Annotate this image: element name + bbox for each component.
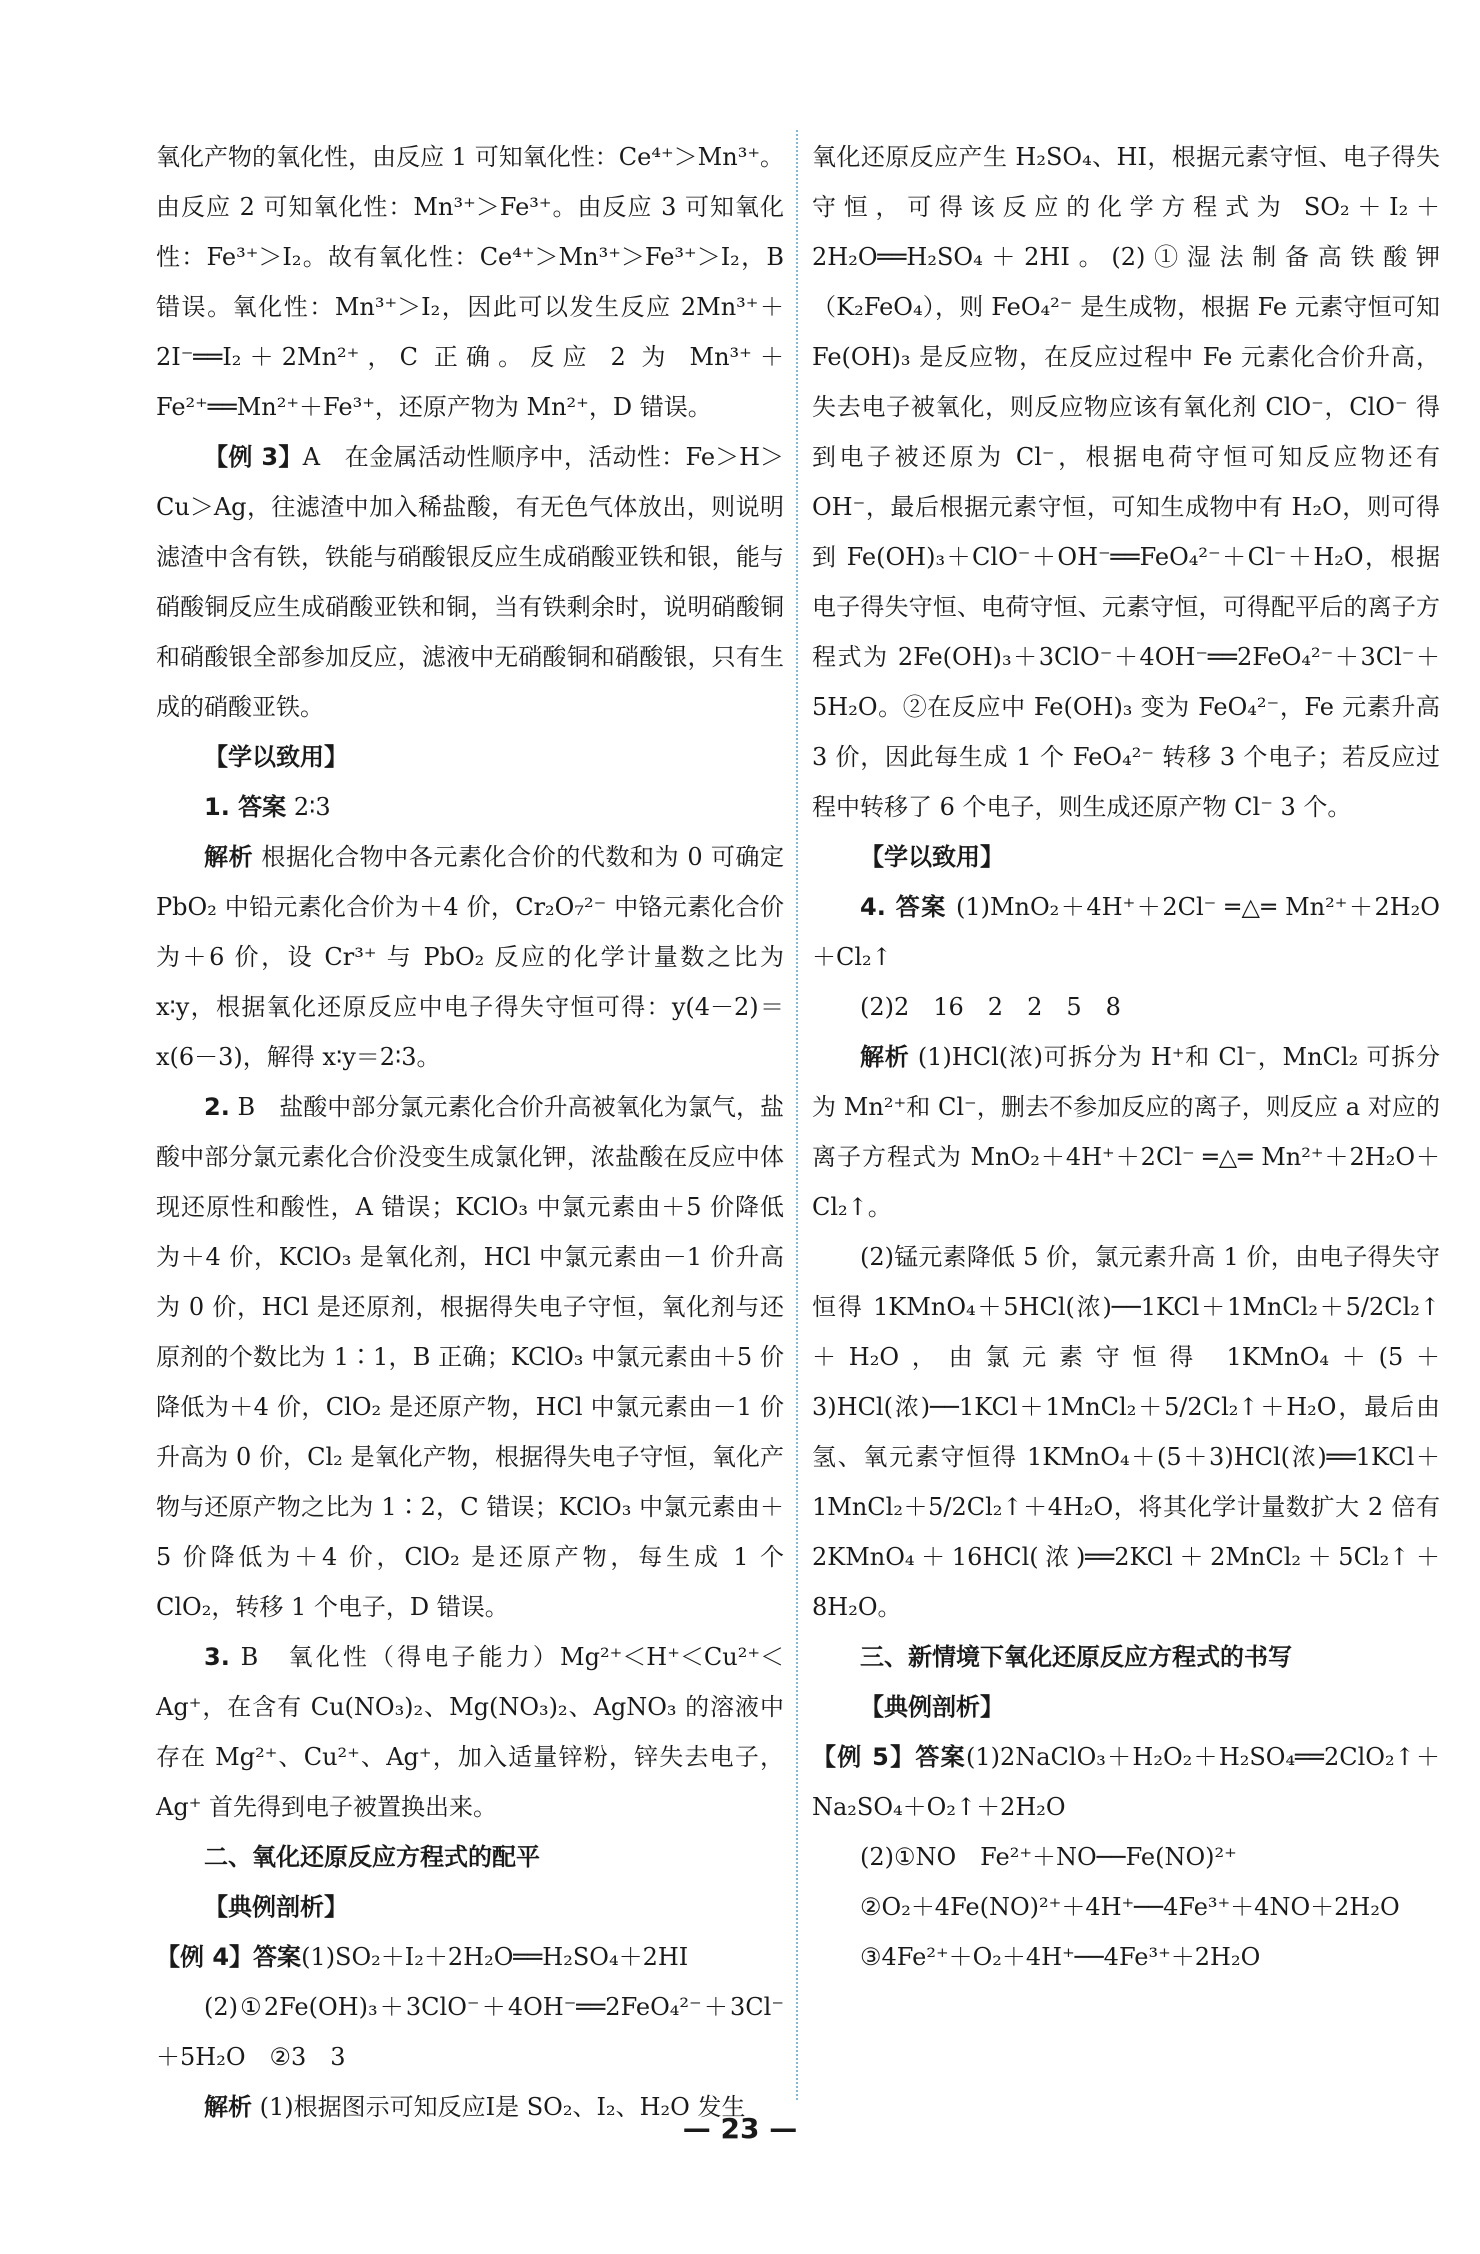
example-4-analysis-label: 解析 — [204, 2093, 252, 2121]
example-4-answer-1 — [156, 1932, 784, 1982]
q4-analysis-label: 解析 — [860, 1043, 910, 1071]
section-2-heading: 二、氧化还原反应方程式的配平 — [204, 1843, 540, 1871]
q1-answer-label: 1. 答案 — [204, 793, 287, 821]
q1-analysis — [156, 832, 784, 1082]
typical-example-heading-1: 【典例剖析】 — [204, 1893, 348, 1921]
paragraph-example-3 — [156, 432, 784, 732]
apply-heading-1: 【学以致用】 — [204, 743, 348, 771]
q1-answer-value: 2∶3 — [293, 793, 331, 821]
q4-answer-1 — [812, 882, 1440, 982]
example-4-analysis-continuation: 氧化还原反应产生 H₂SO₄、HI，根据元素守恒、电子得失守恒，可得该反应的化学方程式为 SO₂＋I₂＋2H₂O══H₂SO₄＋2HI。(2)①湿法制备高铁酸钾（K₂FeO₄），则 FeO₄²⁻ 是生成物，根据 Fe 元素守恒可知 Fe(OH)₃ 是反应物，在反应过程中 Fe 元素化合价升高，失去电子被氧化，则反应物应该有氧化剂 ClO⁻，ClO⁻ 得到电子被还原为 Cl⁻，根据电荷守恒可知反应物还有 OH⁻，最后根据元素守恒，可知生成物中有 H₂O，则可得到 Fe(OH)₃＋ClO⁻＋OH⁻══FeO₄²⁻＋Cl⁻＋H₂O，根据电子得失守恒、电荷守恒、元素守恒，可得配平后的离子方程式为 2Fe(OH)₃＋3ClO⁻＋4OH⁻══2FeO₄²⁻＋3Cl⁻＋5H₂O。②在反应中 Fe(OH)₃ 变为 FeO₄²⁻，Fe 元素升高 3 价，因此每生成 1 个 FeO₄²⁻ 转移 3 个电子；若反应过程中转移了 6 个电子，则生成还原产物 Cl⁻ 3 个。 — [812, 143, 1440, 821]
q3-label: 3. — [204, 1643, 230, 1671]
q2-paragraph — [156, 1082, 784, 1632]
q1-analysis-label: 解析 — [204, 843, 254, 871]
example-5-label: 【例 5】答案 — [812, 1743, 966, 1771]
q4-analysis-1-text: (1)HCl(浓)可拆分为 H⁺和 Cl⁻，MnCl₂ 可拆分为 Mn²⁺和 Cl⁻，删去不参加反应的离子，则反应 a 对应的离子方程式为 MnO₂＋4H⁺＋2Cl⁻ ═△═ Mn²⁺＋2H₂O＋Cl₂↑。 — [812, 1043, 1440, 1221]
paragraph-ex2-continuation: 氧化产物的氧化性，由反应 1 可知氧化性：Ce⁴⁺＞Mn³⁺。由反应 2 可知氧化性：Mn³⁺＞Fe³⁺。由反应 3 可知氧化性：Fe³⁺＞I₂。故有氧化性：Ce⁴⁺＞Mn³⁺＞Fe³⁺＞I₂，B 错误。氧化性：Mn³⁺＞I₂，因此可以发生反应 2Mn³⁺＋2I⁻══I₂＋2Mn²⁺，C 正确。反应 2 为 Mn³⁺＋Fe²⁺══Mn²⁺＋Fe³⁺，还原产物为 Mn²⁺，D 错误。 — [156, 143, 784, 421]
example-4-label: 【例 4】答案 — [156, 1943, 302, 1971]
q4-answer-2: (2)2 16 2 2 5 8 — [860, 993, 1121, 1021]
apply-heading-2: 【学以致用】 — [860, 843, 1004, 871]
example-5-answer-3: ②O₂＋4Fe(NO)²⁺＋4H⁺──4Fe³⁺＋4NO＋2H₂O — [860, 1893, 1400, 1921]
right-column — [812, 132, 1440, 1982]
q3-paragraph — [156, 1632, 784, 1832]
q3-text: B 氧化性（得电子能力）Mg²⁺＜H⁺＜Cu²⁺＜Ag⁺，在含有 Cu(NO₃)₂、Mg(NO₃)₂、AgNO₃ 的溶液中存在 Mg²⁺、Cu²⁺、Ag⁺，加入适量锌粉，锌失去电子，Ag⁺ 首先得到电子被置换出来。 — [156, 1643, 784, 1821]
example-4-answer-1-text: (1)SO₂＋I₂＋2H₂O══H₂SO₄＋2HI — [301, 1943, 689, 1971]
q4-answer-label: 4. 答案 — [860, 893, 947, 921]
example-3-label: 【例 3】 — [204, 443, 303, 471]
example-5-answer-4: ③4Fe²⁺＋O₂＋4H⁺──4Fe³⁺＋2H₂O — [860, 1943, 1261, 1971]
typical-example-heading-2: 【典例剖析】 — [860, 1693, 1004, 1721]
example-4-analysis-text: (1)根据图示可知反应Ⅰ是 SO₂、I₂、H₂O 发生 — [259, 2093, 746, 2121]
example-5-answer-1 — [812, 1732, 1440, 1832]
example-5-answer-2: (2)①NO Fe²⁺＋NO──Fe(NO)²⁺ — [860, 1843, 1237, 1871]
example-5-answer-1-text: (1)2NaClO₃＋H₂O₂＋H₂SO₄══2ClO₂↑＋Na₂SO₄＋O₂↑＋2H₂O — [812, 1743, 1440, 1821]
q2-label: 2. — [204, 1093, 230, 1121]
q4-analysis-1 — [812, 1032, 1440, 1232]
q1-analysis-text: 根据化合物中各元素化合价的代数和为 0 可确定 PbO₂ 中铅元素化合价为＋4 价，Cr₂O₇²⁻ 中铬元素化合价为＋6 价，设 Cr³⁺ 与 PbO₂ 反应的化学计量数之比为 x∶y，根据氧化还原反应中电子得失守恒可得：y(4－2)＝x(6－3)，解得 x∶y＝2∶3。 — [156, 843, 785, 1071]
column-divider — [796, 130, 798, 2100]
q4-answer-1-text: (1)MnO₂＋4H⁺＋2Cl⁻ ═△═ Mn²⁺＋2H₂O＋Cl₂↑ — [812, 893, 1440, 971]
left-column — [156, 132, 784, 2132]
section-3-heading: 三、新情境下氧化还原反应方程式的书写 — [860, 1643, 1292, 1671]
example-3-text: A 在金属活动性顺序中，活动性：Fe＞H＞Cu＞Ag，往滤渣中加入稀盐酸，有无色气体放出，则说明滤渣中含有铁，铁能与硝酸银反应生成硝酸亚铁和银，能与硝酸铜反应生成硝酸亚铁和铜，当有铁剩余时，说明硝酸铜和硝酸银全部参加反应，滤液中无硝酸铜和硝酸银，只有生成的硝酸亚铁。 — [156, 443, 784, 721]
q4-analysis-2: (2)锰元素降低 5 价，氯元素升高 1 价，由电子得失守恒得 1KMnO₄＋5HCl(浓)──1KCl＋1MnCl₂＋5/2Cl₂↑＋H₂O，由氯元素守恒得 1KMnO₄＋(5＋3)HCl(浓)──1KCl＋1MnCl₂＋5/2Cl₂↑＋H₂O，最后由氢、氧元素守恒得 1KMnO₄＋(5＋3)HCl(浓)══1KCl＋1MnCl₂＋5/2Cl₂↑＋4H₂O，将其化学计量数扩大 2 倍有 2KMnO₄＋16HCl(浓)══2KCl＋2MnCl₂＋5Cl₂↑＋8H₂O。 — [812, 1243, 1440, 1621]
example-4-answer-2: (2)①2Fe(OH)₃＋3ClO⁻＋4OH⁻══2FeO₄²⁻＋3Cl⁻＋5H₂O ②3 3 — [156, 1993, 784, 2071]
q1-answer-line — [156, 782, 784, 832]
q2-text: B 盐酸中部分氯元素化合价升高被氧化为氯气，盐酸中部分氯元素化合价没变生成氯化钾，浓盐酸在反应中体现还原性和酸性，A 错误；KClO₃ 中氯元素由＋5 价降低为＋4 价，KClO₃ 是氧化剂，HCl 中氯元素由－1 价升高为 0 价，HCl 是还原剂，根据得失电子守恒，氧化剂与还原剂的个数比为 1∶1，B 正确；KClO₃ 中氯元素由＋5 价降低为＋4 价，ClO₂ 是还原产物，HCl 中氯元素由－1 价升高为 0 价，Cl₂ 是氧化产物，根据得失电子守恒，氧化产物与还原产物之比为 1∶2，C 错误；KClO₃ 中氯元素由＋5 价降低为＋4 价，ClO₂ 是还原产物，每生成 1 个 ClO₂，转移 1 个电子，D 错误。 — [156, 1093, 784, 1621]
page-number: — 23 — — [682, 2112, 798, 2145]
